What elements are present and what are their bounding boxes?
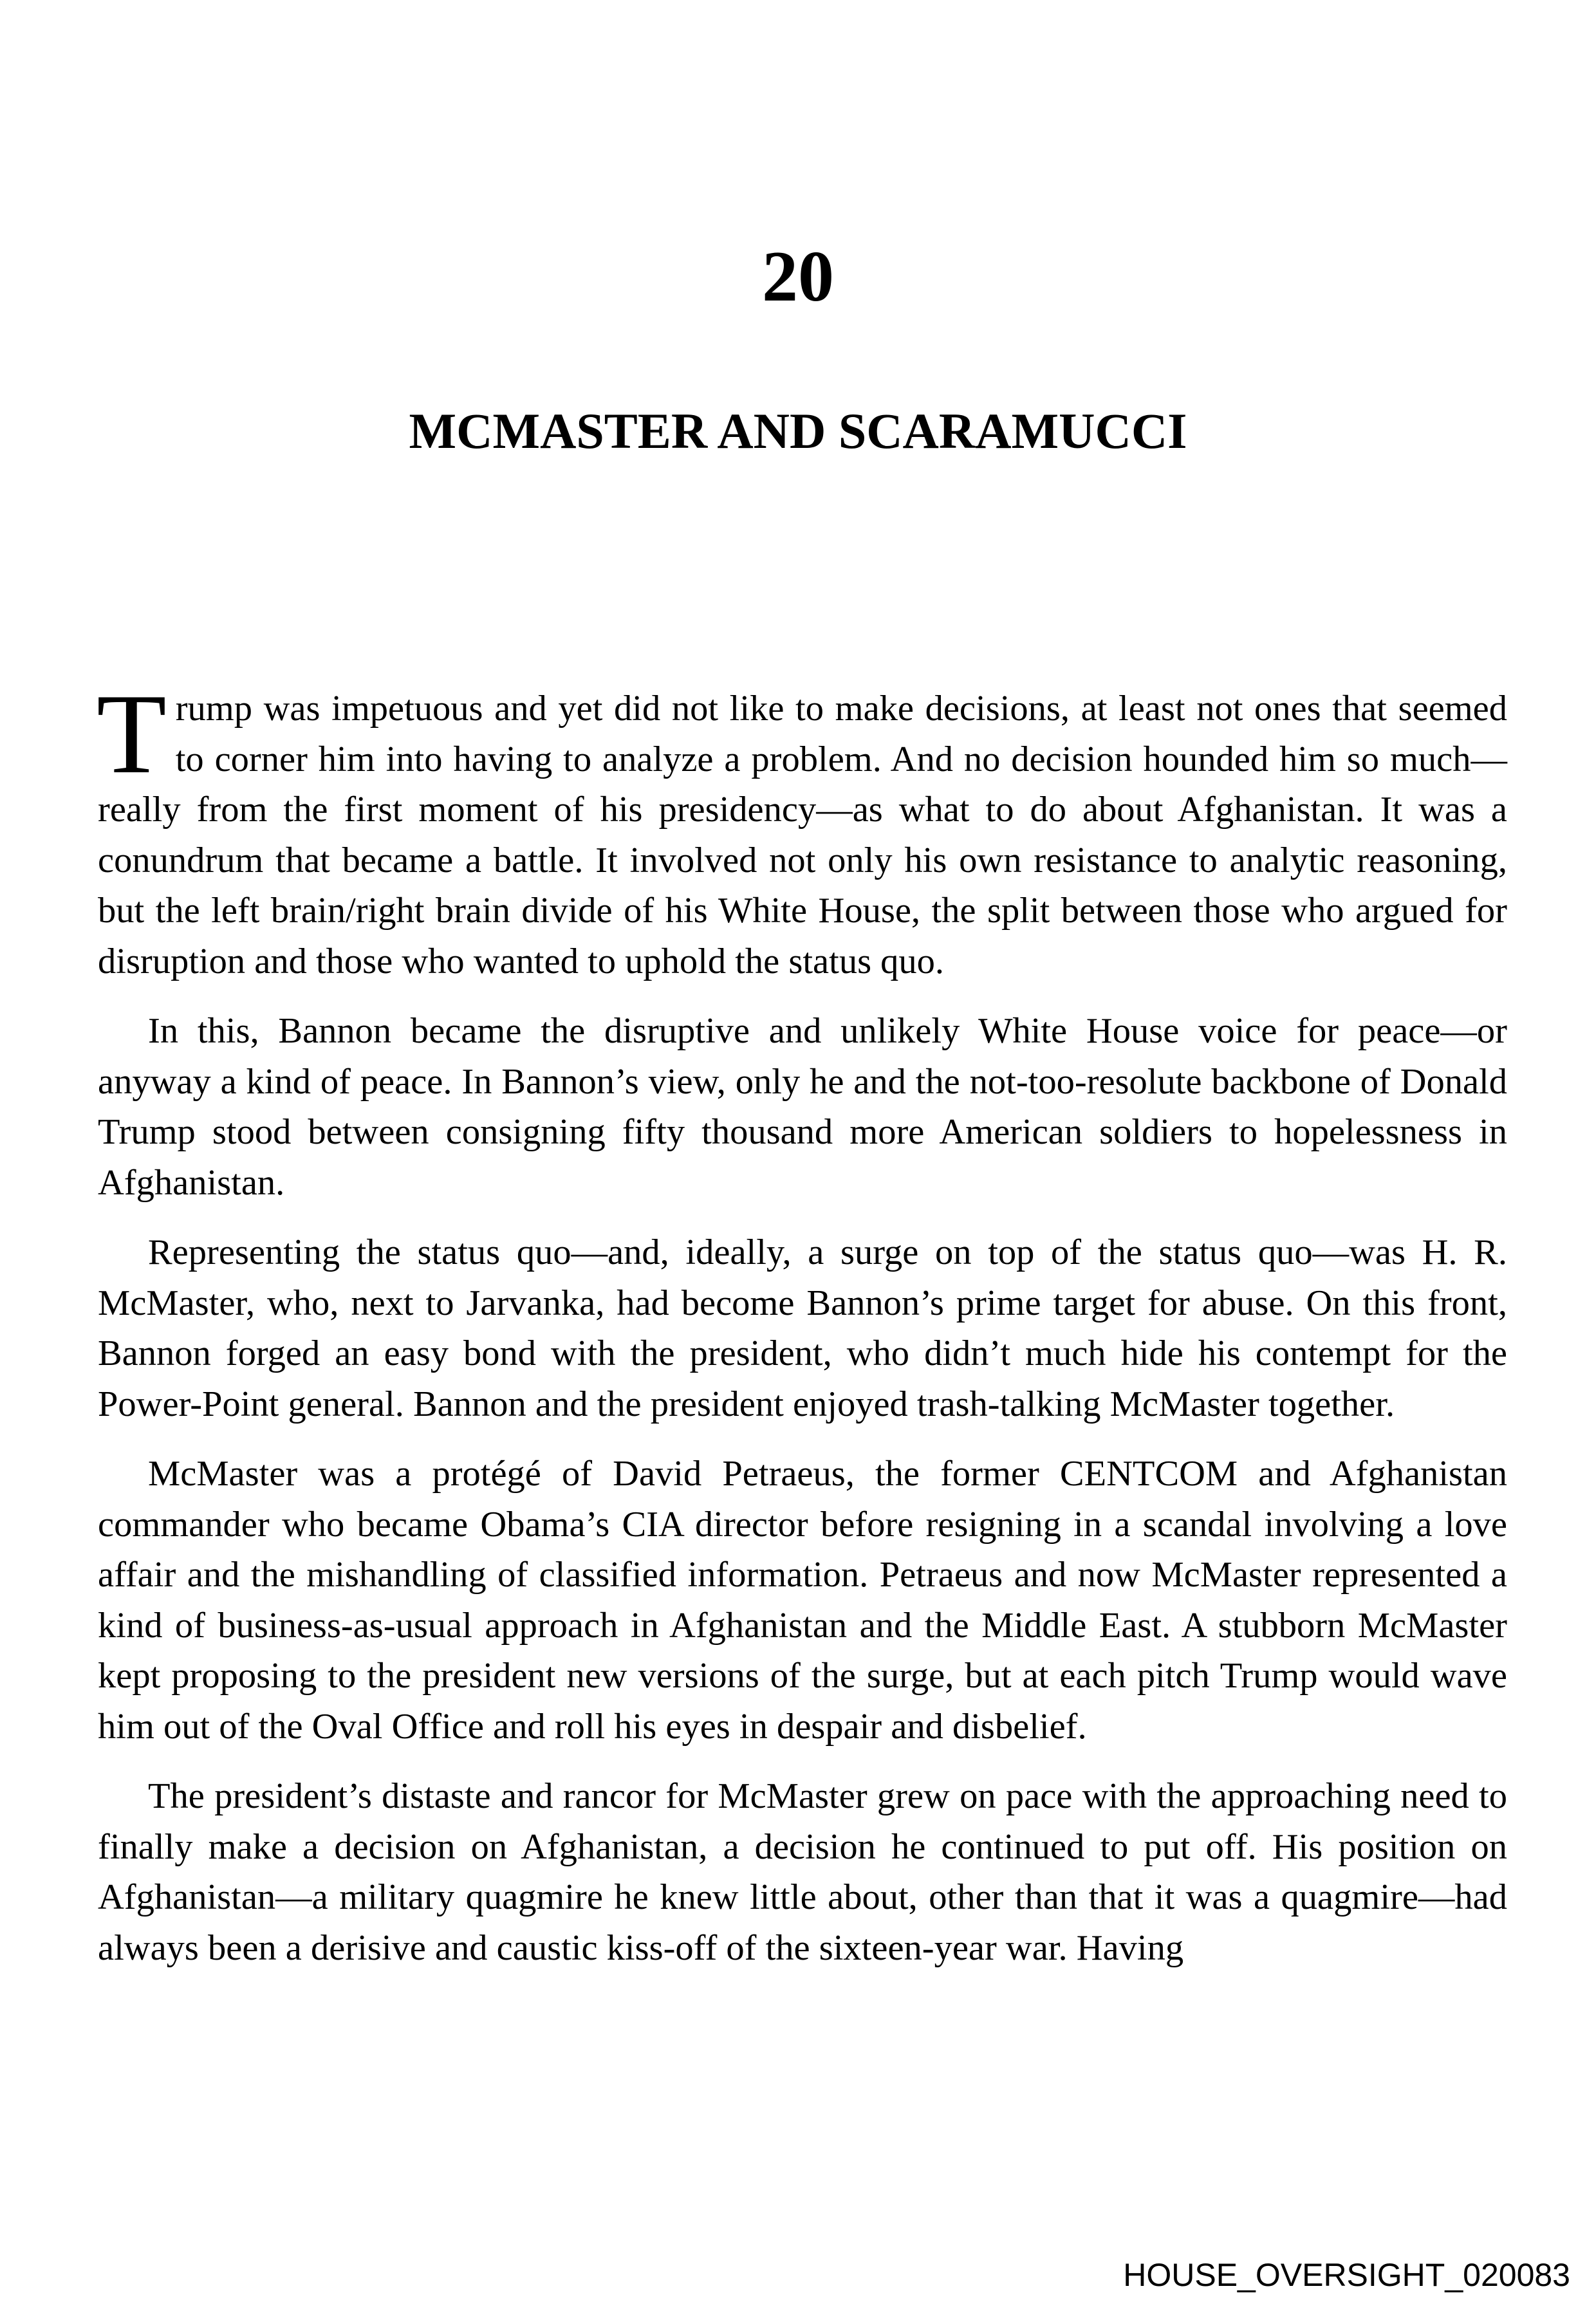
paragraph-1 [97, 670, 1507, 987]
paragraph-2: In this, Bannon became the disruptive and unlikely White House voice for peace—or anyway a kind of peace. In Bannon’s view, only he and the not-too-resolute backbone of Donald Trump stood between consigning fifty thousand more American soldiers to hopelessness in Afghanistan. [98, 1011, 1507, 1203]
bates-number: HOUSE_OVERSIGHT_020083 [1123, 2257, 1570, 2293]
chapter-number: 20 [762, 237, 834, 317]
chapter-title: MCMASTER AND SCARAMUCCI [409, 403, 1187, 459]
paragraph-1-text: rump was impetuous and yet did not like to make decisions, at least not ones that seemed to corner him into having to analyze a problem. And no decision hounded him so much—really from the first moment of his presidency—as what to do about Afghanistan. It was a conundrum that became a battle. It involved not only his own resistance to analytic reasoning, but the left brain/right brain divide of his White House, the split between those who argued for disruption and those who wanted to uphold the status quo. [98, 689, 1507, 981]
paragraph-4: McMaster was a protégé of David Petraeus, the former CENTCOM and Afghanistan commander who became Obama’s CIA director before resigning in a scandal involving a love affair and the mishandling of classified information. Petraeus and now McMaster represented a kind of business-as-usual approach in Afghanistan and the Middle East. A stubborn McMaster kept proposing to the president new versions of the surge, but at each pitch Trump would wave him out of the Oval Office and roll his eyes in despair and disbelief. [98, 1454, 1507, 1747]
paragraph-5: The president’s distaste and rancor for McMaster grew on pace with the approaching need to finally make a decision on Afghanistan, a decision he continued to put off. His position on Afghanistan—a military quagmire he knew little about, other than that it was a quagmire—had always been a derisive and caustic kiss-off of the sixteen-year war. Having [98, 1776, 1507, 1968]
paragraph-3: Representing the status quo—and, ideally, a surge on top of the status quo—was H. R. McMaster, who, next to Jarvanka, had become Bannon’s prime target for abuse. On this front, Bannon forged an easy bond with the president, who didn’t much hide his contempt for the Power-Point general. Bannon and the president enjoyed trash-talking McMaster together. [98, 1232, 1507, 1424]
body-text [97, 670, 1507, 1992]
drop-cap: T [97, 670, 167, 797]
